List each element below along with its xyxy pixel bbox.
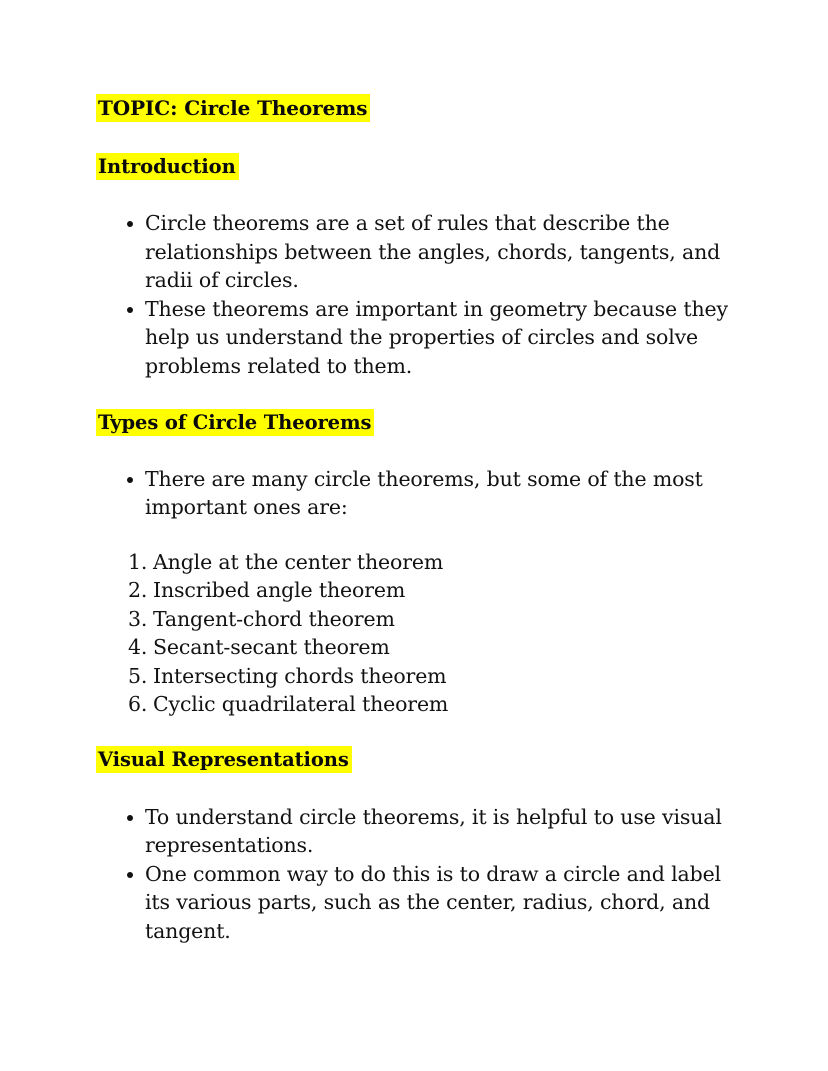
list-item-text: Secant-secant theorem [153, 635, 390, 660]
section-heading-introduction-text: Introduction [96, 153, 239, 180]
bullet-icon [127, 307, 133, 313]
bullet-icon [127, 477, 133, 483]
list-item-number: 2. [128, 578, 148, 603]
introduction-bullet-list [96, 209, 732, 381]
spacer [96, 522, 732, 548]
page-title [96, 96, 732, 121]
visual-representations-bullet-list [96, 803, 732, 946]
list-item-text: Tangent-chord theorem [153, 606, 395, 631]
list-item-number: 5. [128, 663, 148, 688]
section-heading-visual-representations-text: Visual Representations [96, 746, 352, 773]
list-item [96, 633, 732, 661]
section-heading-introduction [96, 155, 732, 179]
spacer [96, 435, 732, 465]
list-item-text: Cyclic quadrilateral theorem [153, 691, 449, 716]
list-item [96, 803, 732, 860]
list-item-number: 3. [128, 606, 148, 631]
page-title-text: TOPIC: Circle Theorems [96, 94, 370, 122]
list-item-text: Inscribed angle theorem [153, 578, 406, 603]
list-item-number: 4. [128, 635, 148, 660]
bullet-icon [127, 872, 133, 878]
list-item-number: 1. [128, 549, 148, 574]
list-item-text: One common way to do this is to draw a circle and label its various parts, such as the center, radius, chord, and tangent. [145, 861, 721, 943]
section-heading-types-of-circle-theorems [96, 411, 732, 435]
list-item [96, 209, 732, 295]
list-item [96, 295, 732, 381]
list-item [96, 576, 732, 604]
list-item [96, 605, 732, 633]
list-item [96, 860, 732, 946]
list-item-text: These theorems are important in geometry because they help us understand the properties of circles and solve problems related to them. [145, 296, 728, 378]
spacer [96, 121, 732, 155]
section-heading-types-of-circle-theorems-text: Types of Circle Theorems [96, 409, 374, 436]
list-item-number: 6. [128, 691, 148, 716]
list-item-text: Intersecting chords theorem [153, 663, 447, 688]
list-item [96, 548, 732, 576]
circle-theorems-numbered-list [96, 548, 732, 718]
spacer [96, 773, 732, 803]
list-item-text: To understand circle theorems, it is helpful to use visual representations. [145, 804, 722, 858]
list-item-text: Angle at the center theorem [153, 549, 444, 574]
spacer [96, 381, 732, 411]
list-item [96, 465, 732, 522]
spacer [96, 718, 732, 748]
list-item-text: There are many circle theorems, but some of the most important ones are: [145, 466, 703, 520]
section-heading-visual-representations [96, 748, 732, 772]
bullet-icon [127, 815, 133, 821]
list-item [96, 662, 732, 690]
types-bullet-list [96, 465, 732, 522]
spacer [96, 179, 732, 209]
list-item [96, 690, 732, 718]
bullet-icon [127, 221, 133, 227]
list-item-text: Circle theorems are a set of rules that describe the relationships between the angles, chords, tangents, and radii of circles. [145, 210, 721, 293]
